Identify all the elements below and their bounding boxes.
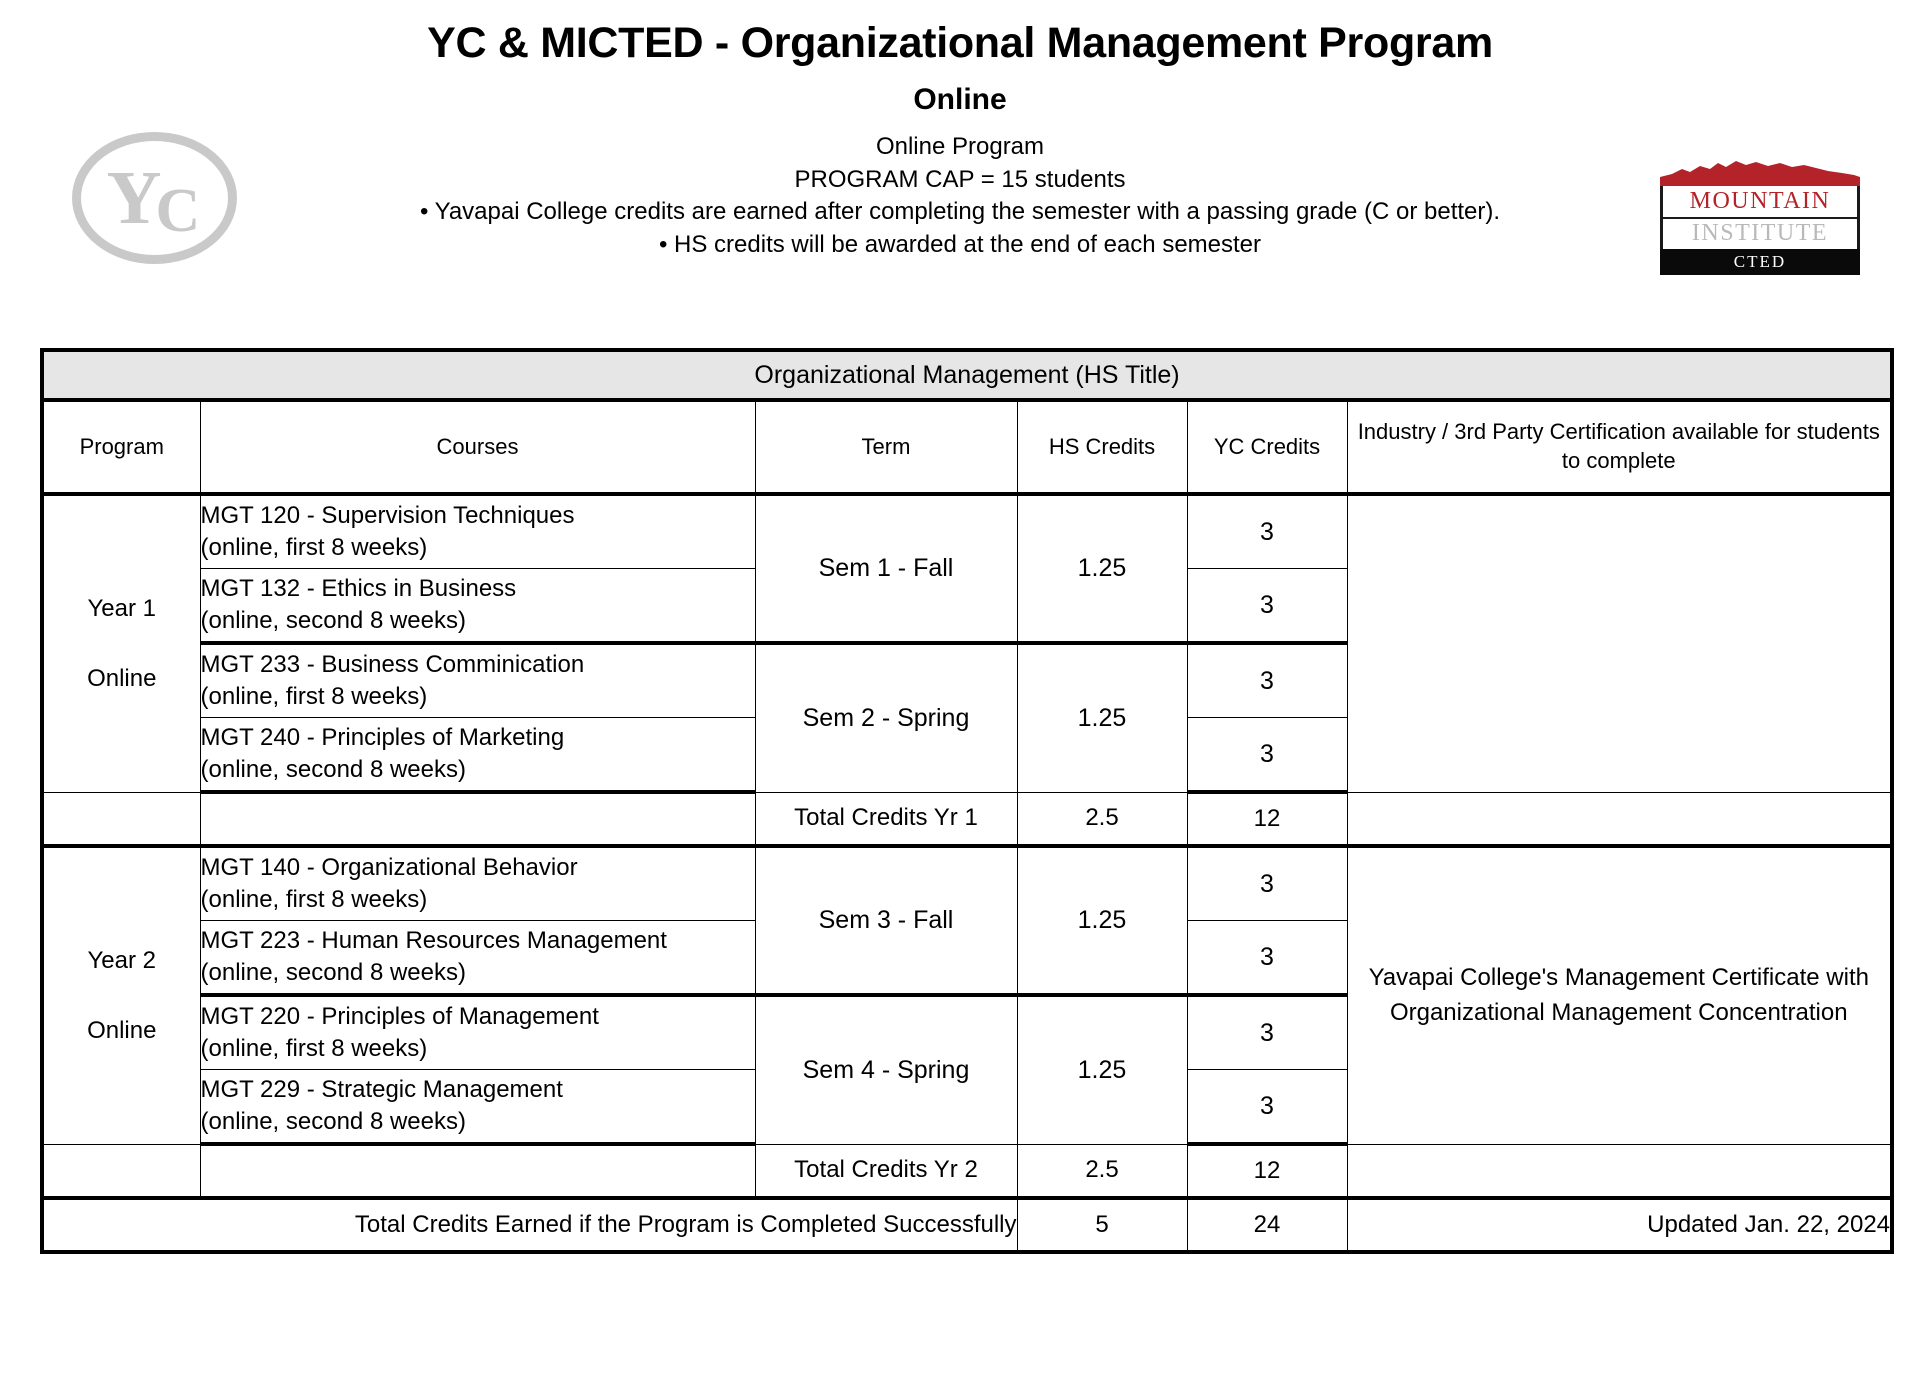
updated-date: Updated Jan. 22, 2024 [1347, 1198, 1892, 1252]
yc-credits-cell: 3 [1187, 643, 1347, 718]
total-row-year2 [42, 1144, 1892, 1198]
program-mode-label: Online [87, 664, 157, 692]
certification-cell: Yavapai College's Management Certificate with Organizational Management Concentration [1347, 846, 1892, 1144]
column-header-courses: Courses [200, 400, 755, 494]
course-title: MGT 132 - Ethics in Business [200, 575, 517, 603]
yc-credits-cell: 3 [1187, 995, 1347, 1070]
course-title: MGT 233 - Business Comminication [200, 651, 585, 679]
column-header-term: Term [755, 400, 1017, 494]
program-cell-year1 [42, 494, 200, 792]
grand-total-label: Total Credits Earned if the Program is Completed Successfully [42, 1198, 1017, 1252]
course-detail: (online, first 8 weeks) [200, 1035, 428, 1062]
yc-credits-cell: 3 [1187, 921, 1347, 996]
grand-total-row [42, 1198, 1892, 1252]
term-cell: Sem 3 - Fall [755, 846, 1017, 995]
grand-total-yc: 24 [1187, 1198, 1347, 1252]
empty-cell [1347, 1144, 1892, 1198]
course-cell [200, 494, 755, 569]
course-cell [200, 718, 755, 793]
empty-cell [200, 1144, 755, 1198]
empty-cell [42, 1144, 200, 1198]
program-year-label: Year 1 [87, 595, 156, 623]
empty-cell [1347, 792, 1892, 846]
course-title: MGT 223 - Human Resources Management [200, 927, 667, 955]
course-detail: (online, second 8 weeks) [200, 607, 466, 634]
course-title: MGT 140 - Organizational Behavior [200, 854, 578, 882]
column-header-program: Program [42, 400, 200, 494]
yc-credits-cell: 3 [1187, 494, 1347, 569]
mountain-peak-icon [1660, 160, 1860, 186]
program-year-label: Year 2 [87, 947, 156, 975]
course-title: MGT 120 - Supervision Techniques [200, 502, 575, 530]
yc-credits-cell: 3 [1187, 846, 1347, 921]
program-mode-label: Online [87, 1016, 157, 1044]
column-header-yc-credits: YC Credits [1187, 400, 1347, 494]
total-row-year1 [42, 792, 1892, 846]
course-detail: (online, second 8 weeks) [200, 756, 466, 783]
course-cell [200, 921, 755, 996]
mountain-institute-logo-icon [1660, 160, 1860, 271]
yc-logo-letter-c: C [155, 177, 199, 245]
header-note-2: PROGRAM CAP = 15 students [794, 165, 1126, 193]
yc-logo-letters [72, 132, 237, 264]
program-cell-year2 [42, 846, 200, 1144]
hs-credits-cell: 1.25 [1017, 494, 1187, 643]
empty-cell [200, 792, 755, 846]
table-band-title: Organizational Management (HS Title) [42, 350, 1892, 400]
page-subtitle: Online [913, 83, 1007, 116]
term-cell: Sem 4 - Spring [755, 995, 1017, 1144]
total-label-year2: Total Credits Yr 2 [755, 1144, 1017, 1198]
certification-cell [1347, 494, 1892, 792]
yc-credits-cell: 3 [1187, 1070, 1347, 1145]
empty-cell [42, 792, 200, 846]
hs-credits-cell: 1.25 [1017, 846, 1187, 995]
course-detail: (online, first 8 weeks) [200, 534, 428, 561]
page-title: YC & MICTED - Organizational Management Program [427, 19, 1493, 67]
total-yc-year1: 12 [1187, 792, 1347, 846]
course-cell [200, 995, 755, 1070]
course-detail: (online, first 8 weeks) [200, 886, 428, 913]
total-yc-year2: 12 [1187, 1144, 1347, 1198]
yavapai-college-logo-icon [72, 132, 257, 270]
course-cell [200, 1070, 755, 1145]
course-detail: (online, second 8 weeks) [200, 1108, 466, 1135]
hs-credits-cell: 1.25 [1017, 643, 1187, 792]
course-detail: (online, second 8 weeks) [200, 959, 466, 986]
course-cell [200, 846, 755, 921]
header-notes [0, 131, 1920, 262]
table-row [42, 846, 1892, 921]
table-header-row [42, 400, 1892, 494]
hs-credits-cell: 1.25 [1017, 995, 1187, 1144]
header-note-1: Online Program [875, 133, 1045, 160]
course-title: MGT 220 - Principles of Management [200, 1003, 599, 1031]
yc-credits-cell: 3 [1187, 569, 1347, 644]
course-cell [200, 569, 755, 644]
table-row [42, 494, 1892, 569]
program-schedule-table-wrapper [40, 348, 1890, 1254]
program-schedule-table [40, 348, 1894, 1254]
course-cell [200, 643, 755, 718]
column-header-certification: Industry / 3rd Party Certification available for students to complete [1347, 400, 1892, 494]
mountain-institute-line-2: INSTITUTE [1660, 217, 1860, 249]
grand-total-hs: 5 [1017, 1198, 1187, 1252]
total-hs-year1: 2.5 [1017, 792, 1187, 846]
course-detail: (online, first 8 weeks) [200, 683, 428, 710]
table-band-title-row [42, 350, 1892, 400]
document-header [0, 0, 1920, 340]
total-label-year1: Total Credits Yr 1 [755, 792, 1017, 846]
course-title: MGT 240 - Principles of Marketing [200, 724, 565, 752]
header-note-3: • Yavapai College credits are earned after completing the semester with a passing grade (C or better). [419, 198, 1501, 226]
column-header-hs-credits: HS Credits [1017, 400, 1187, 494]
mountain-institute-line-3: CTED [1660, 249, 1860, 275]
header-note-4: • HS credits will be awarded at the end of each semester [658, 230, 1262, 258]
term-cell: Sem 2 - Spring [755, 643, 1017, 792]
yc-credits-cell: 3 [1187, 718, 1347, 793]
mountain-institute-line-1: MOUNTAIN [1660, 186, 1860, 217]
total-hs-year2: 2.5 [1017, 1144, 1187, 1198]
term-cell: Sem 1 - Fall [755, 494, 1017, 643]
yc-logo-letter-y: Y [106, 156, 160, 240]
course-title: MGT 229 - Strategic Management [200, 1076, 563, 1104]
